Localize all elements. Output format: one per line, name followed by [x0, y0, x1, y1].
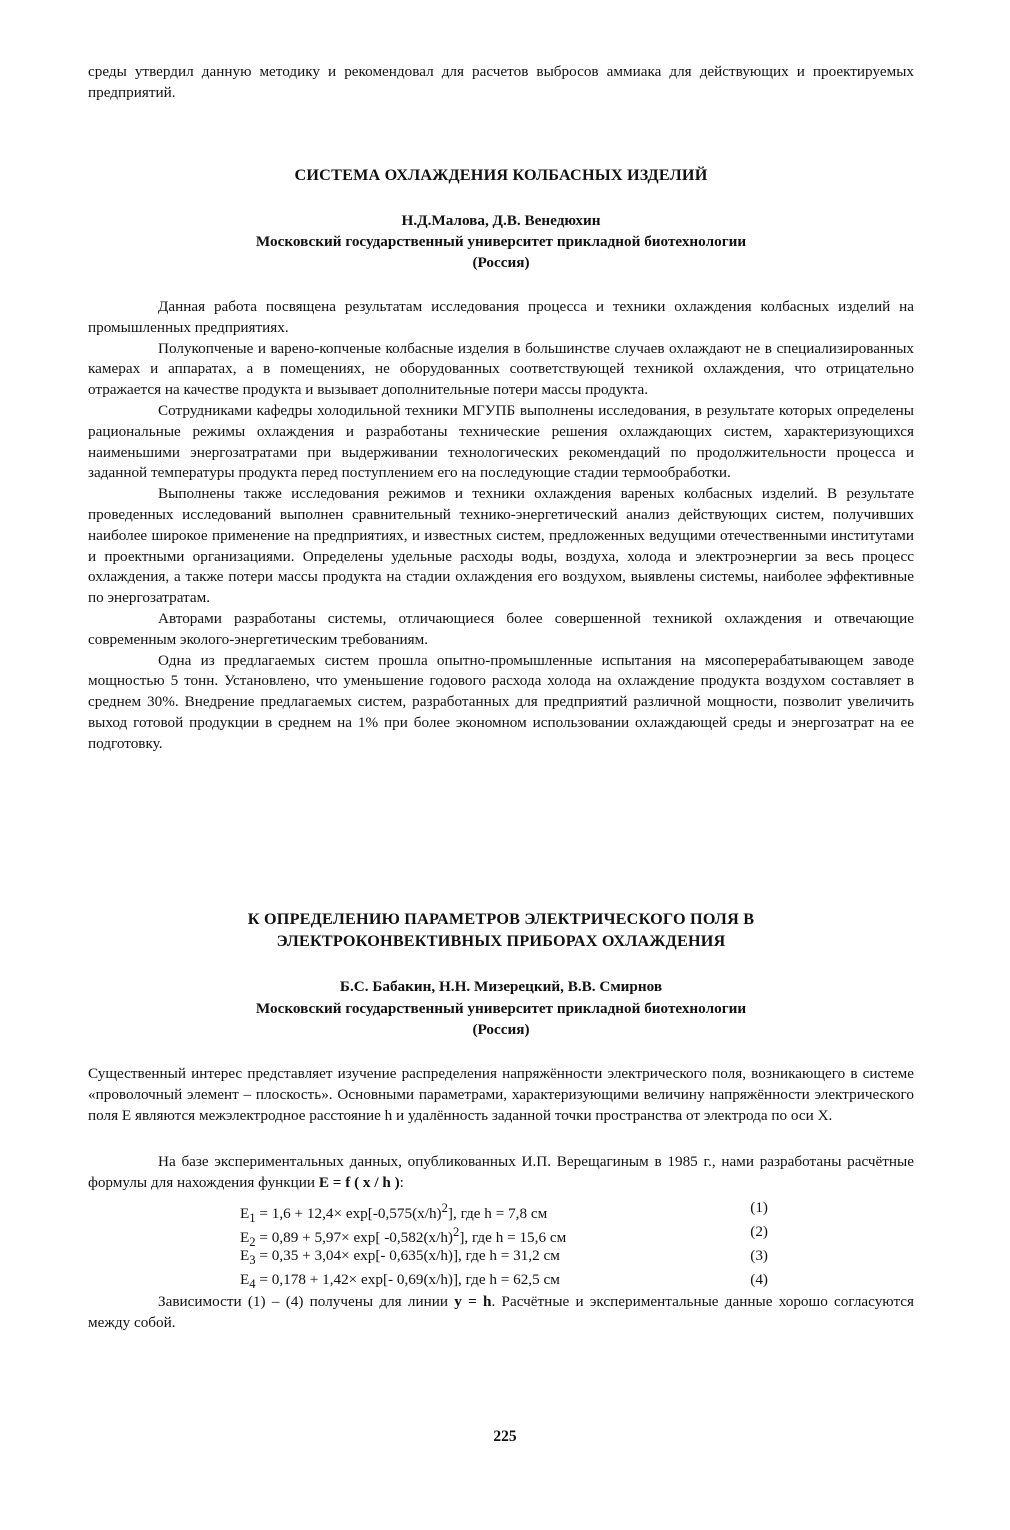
article1-affiliation: Московский государственный университет прикладной биотехнологии	[255, 233, 747, 250]
page-number: 225	[493, 1428, 517, 1445]
intro-text: среды утвердил данную методику и рекомендовал для расчетов выбросов аммиака для действующих и проектируемых предприятий.	[88, 63, 914, 101]
formula-number: (4)	[750, 1271, 768, 1288]
article2-authors: Б.С. Бабакин, Н.Н. Мизерецкий, В.В. Смирнов	[339, 978, 663, 995]
article2-para2-end: :	[399, 1173, 404, 1191]
function-notation: E = f ( x / h )	[318, 1173, 400, 1191]
article2-paragraph2	[88, 1152, 914, 1194]
article2-para2-text: На базе экспериментальных данных, опубликованных И.П. Верещагиным в 1985 г., нами разработаны расчётные формулы для нахождения функции	[88, 1153, 914, 1191]
formula-4: $E_4 = 0,178 + 1,42\times \exp[-$ 0,69(x/h)], где h = 62,5 см (4)	[240, 1271, 768, 1292]
article1-paragraph: Выполнены также исследования режимов и техники охлаждения вареных колбасных изделий. В результате проведенных исследований выполнен сравнительный технико-энергетический анализ действующих систем, получивших наиболее широкое применение на предприятиях, и известных систем, предложенных ведущими отечественными институтами и проектными организациями. Определены удельные расходы воды, воздуха, холода и электроэнергии за весь процесс охлаждения, а также потери массы продукта на стадии охлаждения его воздухом, выявлены системы, наиболее эффективные по энергозатратам.	[88, 485, 914, 607]
article1-title: СИСТЕМА ОХЛАЖДЕНИЯ КОЛБАСНЫХ ИЗДЕЛИЙ	[294, 166, 708, 184]
formula-number: (1)	[750, 1199, 768, 1216]
article2-affiliation: Московский государственный университет прикладной биотехнологии	[255, 1000, 747, 1017]
formula-3: $E_3 = 0,35 + 3,04\times \exp[-$ 0,635(x/h)], где h = 31,2 см (3)	[240, 1247, 768, 1268]
article1-paragraph: Полукопченые и варено-копченые колбасные изделия в большинстве случаев охлаждают не в специализированных камерах и аппаратах, а в помещениях, не оборудованных соответствующей техникой охлаждения, что отрицательно отражается на качестве продукта и вызывает дополнительные потери массы продукта.	[88, 339, 914, 399]
formula-2: $E_2 = 0,89 + 5,97\times \exp$[ $-0,582(x/h)^2$], где h = 15,6 см (2)	[240, 1223, 768, 1250]
article2-paragraph1	[88, 1064, 914, 1126]
article1-paragraph: Авторами разработаны системы, отличающиеся более совершенной техникой охлаждения и отвечающие современным эколого-энергетическим требованиям.	[88, 609, 914, 648]
article2-title-line1: К ОПРЕДЕЛЕНИЮ ПАРАМЕТРОВ ЭЛЕКТРИЧЕСКОГО ПОЛЯ В	[247, 910, 755, 928]
formula-number: (2)	[750, 1223, 768, 1240]
formula-1: $E_1 = 1,6 + 12,4\times \exp[-0,575(x/h)^2]$, где h = 7,8 см (1)	[240, 1199, 768, 1226]
article2-paragraph3	[88, 1292, 914, 1334]
article2-country: (Россия)	[472, 1021, 530, 1038]
article1-paragraph: Сотрудниками кафедры холодильной техники МГУПБ выполнены исследования, в результате которых определены рациональные режимы охлаждения и разработаны технические решения охлаждающих систем, характеризующихся наименьшими энергозатратами при выдерживании технологических рекомендаций по продолжительности процесса и заданной температуры продукта перед поступлением его на последующие стадии термообработки.	[88, 401, 914, 482]
intro-paragraph	[88, 62, 914, 104]
article1-paragraph: Данная работа посвящена результатам исследования процесса и техники охлаждения колбасных изделий на промышленных предприятиях.	[88, 298, 914, 336]
article2-para3-end: . Расчётные и экспериментальные данные хорошо согласуются между собой.	[88, 1293, 915, 1331]
line-equation: y = h	[454, 1293, 492, 1310]
formula-number: (3)	[750, 1247, 768, 1264]
article2-para1-text: Существенный интерес представляет изучение распределения напряжённости электрического поля, возникающего в системе «проволочный элемент – плоскость». Основными параметрами, характеризующими величину напряжённости электрического поля E являются межэлектродное расстояние h и удалённость заданной точки пространства от электрода по оси X.	[88, 1065, 914, 1124]
article1-country: (Россия)	[472, 254, 530, 271]
article2-para3-start: Зависимости (1) – (4) получены для линии	[158, 1293, 455, 1310]
article1-body	[88, 297, 914, 755]
article1-authors: Н.Д.Малова, Д.В. Венедюхин	[401, 212, 601, 229]
article2-title-line2: ЭЛЕКТРОКОНВЕКТИВНЫХ ПРИБОРАХ ОХЛАЖДЕНИЯ	[276, 932, 726, 950]
article1-paragraph: Одна из предлагаемых систем прошла опытно-промышленные испытания на мясоперерабатывающем заводе мощностью 5 тонн. Установлено, что уменьшение годового расхода холода на охлаждение продукта воздухом составляет в среднем 30%. Внедрение предлагаемых систем, разработанных для предприятий различной мощности, позволит увеличить выход готовой продукции в среднем на 1% при более экономном использовании охлаждающей среды и энергозатрат на ее подготовку.	[88, 651, 914, 752]
